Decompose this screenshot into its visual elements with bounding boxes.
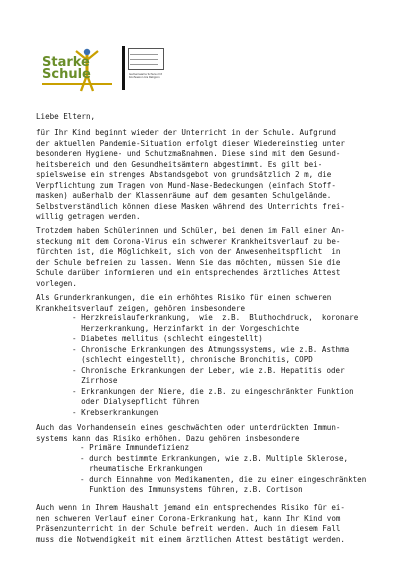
header-caption: Gemeinsame Schule mit Konfession bis Religion	[129, 72, 162, 80]
text-line: Funktion des Immunsystems führen, z.B. Cortison	[80, 485, 303, 495]
header-divider	[122, 46, 125, 90]
text-line: systems kann das Risiko erhöhen. Dazu gehören insbesondere	[36, 433, 300, 443]
text-line: für Ihr Kind beginnt wieder der Unterricht in der Schule. Aufgrund	[36, 128, 336, 137]
text-line: Herzerkrankung, Herzinfarkt in der Vorgeschichte	[72, 323, 300, 333]
text-line: Auch wenn in Ihrem Haushalt jemand ein entsprechendes Risiko für ei-	[36, 503, 345, 512]
text-line: Selbstverständlich können diese Masken während des Unterrichts frei-	[36, 201, 345, 211]
text-line: vorlegen.	[36, 278, 77, 288]
text-line: rheumatische Erkrankungen	[80, 464, 203, 474]
text-line: Krankheitsverlauf zeigen, gehören insbesondere	[36, 303, 246, 313]
text-line: - Chronische Erkrankungen des Atmungssystems, wie z.B. Asthma	[72, 344, 350, 354]
text-line: - Diabetes mellitus (schlecht eingestellt)	[72, 334, 263, 344]
paragraph-2	[36, 226, 345, 289]
text-line: der Schule befreien zu lassen. Wenn Sie das möchten, müssen Sie die	[36, 257, 341, 267]
text-line: - Herzkreislauferkrankung, wie z.B. Bluthochdruck, koronare	[72, 313, 359, 322]
text-line: Schule darüber informieren und ein entsprechendes ärztliches Attest	[36, 268, 341, 278]
immune-list	[80, 443, 366, 496]
text-line: Präsenzunterricht in der Schule befreit werden. Auch in diesem Fall	[36, 524, 341, 534]
text-line: muss die Notwendigkeit mit einem ärztlichen Attest bestätigt werden.	[36, 534, 345, 544]
text-line: spielsweise ein strenges Abstandsgebot von grundsätzlich 2 m, die	[36, 170, 332, 180]
text-line: - durch Einnahme von Medikamenten, die zu einer eingeschränkten	[80, 474, 367, 484]
logo-text-schule: Schule	[42, 67, 91, 82]
text-line: Trotzdem haben Schülerinnen und Schüler, bei denen im Fall einer An-	[36, 226, 345, 235]
text-line: besonderen Hygiene- und Schutzmaßnahmen. Diese sind mit dem Gesund-	[36, 149, 341, 159]
text-line: der aktuellen Pandemie-Situation erfolgt dieser Wiedereinstieg unter	[36, 138, 345, 148]
logo-text-starke: Starke	[42, 55, 90, 70]
stamp-line	[130, 54, 158, 55]
text-line: Auch das Vorhandensein eines geschwächten oder unterdrückten Immun-	[36, 423, 341, 432]
risk-list	[72, 313, 358, 418]
text-line: nen schweren Verlauf einer Corona-Erkrankung hat, kann Ihr Kind vom	[36, 513, 341, 523]
logo-underline	[42, 83, 112, 85]
greeting: Liebe Eltern,	[36, 112, 96, 121]
school-logo	[22, 47, 118, 97]
text-line: - Krebserkrankungen	[72, 407, 159, 417]
paragraph-3	[36, 293, 331, 314]
text-line: fürchten ist, die Möglichkeit, sich von der Anwesenheitspflicht in	[36, 247, 341, 257]
paragraph-5	[36, 503, 345, 545]
text-line: masken) außerhalb der Klassenräume auf dem gesamten Schulgelände.	[36, 191, 332, 201]
text-line: oder Dialysepflicht führen	[72, 397, 200, 407]
text-line: steckung mit dem Corona-Virus ein schwerer Krankheitsverlauf zu be-	[36, 236, 341, 246]
text-line: - Erkrankungen der Niere, die z.B. zu eingeschränkter Funktion	[72, 386, 354, 396]
paragraph-1	[36, 128, 345, 223]
stamp-line	[130, 64, 158, 65]
text-line: (schlecht eingestellt), chronische Bronchitis, COPD	[72, 355, 313, 365]
text-line: Zirrhose	[72, 376, 118, 386]
stamp-line	[130, 59, 158, 60]
text-line: Als Grunderkrankungen, die ein erhöhtes Risiko für einen schweren	[36, 293, 332, 302]
text-line: willig getragen werden.	[36, 212, 141, 222]
paragraph-4	[36, 423, 340, 444]
text-line: - Primäre Immundefizienz	[80, 443, 190, 452]
text-line: - Chronische Erkrankungen der Leber, wie z.B. Hepatitis oder	[72, 365, 345, 375]
text-line: - durch bestimmte Erkrankungen, wie z.B. Multiple Sklerose,	[80, 453, 349, 463]
text-line: heitsbereich und den Gesundheitsämtern abgestimmt. Es gilt bei-	[36, 159, 323, 169]
text-line: Verpflichtung zum Tragen von Mund-Nase-Bedeckungen (einfach Stoff-	[36, 180, 336, 190]
